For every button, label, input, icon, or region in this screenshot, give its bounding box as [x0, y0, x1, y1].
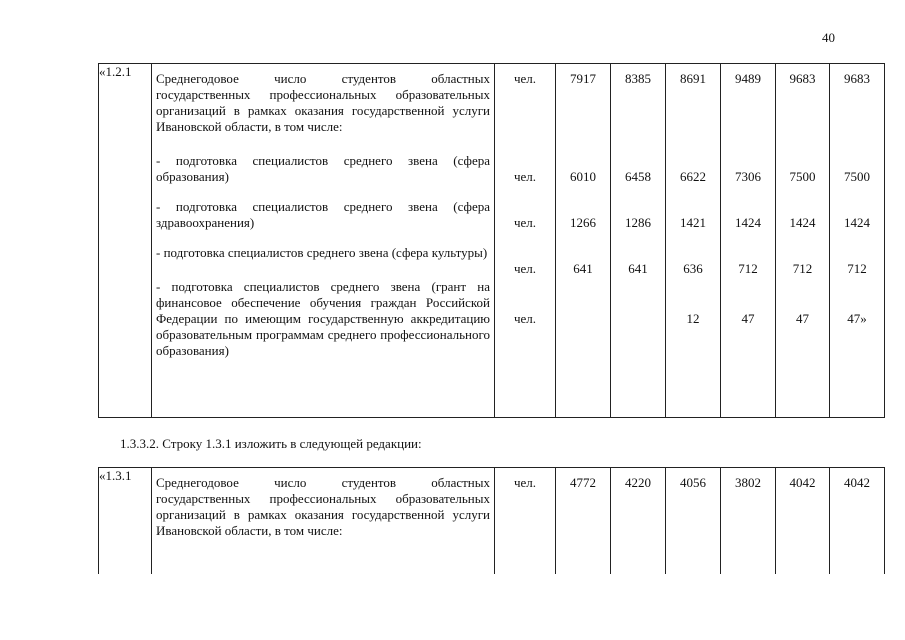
unit-column [495, 64, 556, 418]
value-health-1: 1266 [570, 215, 596, 230]
value-grant-5: 47 [796, 311, 809, 326]
value-education-3: 6622 [680, 169, 706, 184]
value-main-6: 9683 [844, 71, 870, 86]
value-main-5: 4042 [789, 475, 816, 490]
row-code: «1.3.1 [99, 468, 152, 575]
value-column-2 [611, 64, 666, 418]
value-culture-4: 712 [738, 261, 758, 276]
unit-grant: чел. [513, 311, 537, 326]
value-main-1: 4772 [570, 475, 596, 490]
value-main-3: 4056 [680, 475, 706, 490]
value-column-4 [721, 64, 776, 418]
value-culture-2: 641 [628, 261, 648, 276]
value-main-5: 9683 [789, 71, 816, 86]
value-education-5: 7500 [789, 169, 816, 184]
indicator-table-1-3-1 [98, 467, 885, 574]
unit-main: чел. [513, 475, 537, 490]
value-column-6 [830, 64, 885, 418]
value-column-2 [611, 468, 666, 575]
value-culture-6: 712 [847, 261, 867, 276]
description-sub-grant: - подготовка специалистов среднего звена (грант на финансовое обеспечение обучения граждан Российской Федерации по имеющим государственную аккредитацию образовательным программам среднего профессионального образования) [156, 279, 490, 358]
value-main-3: 8691 [680, 71, 706, 86]
value-column-5 [776, 64, 830, 418]
value-grant-4: 47 [741, 311, 755, 326]
value-health-6: 1424 [844, 215, 870, 230]
value-education-4: 7306 [735, 169, 761, 184]
value-grant-6: 47» [847, 311, 867, 326]
value-culture-5: 712 [792, 261, 813, 276]
value-main-6: 4042 [844, 475, 870, 490]
value-education-6: 7500 [844, 169, 870, 184]
value-health-3: 1421 [680, 215, 706, 230]
value-health-4: 1424 [735, 215, 761, 230]
description-column [152, 468, 495, 575]
indicator-table-1-2-1 [98, 63, 885, 418]
value-education-1: 6010 [570, 169, 596, 184]
description-sub-culture: - подготовка специалистов среднего звена (сфера культуры) [156, 245, 488, 260]
description-main: Среднегодовое число студентов областных государственных профессиональных образовательных организаций в рамках оказания государственной услуги Ивановской области, в том числе: [156, 71, 490, 134]
value-column-3 [666, 64, 721, 418]
value-column-4 [721, 468, 776, 575]
page-number: 40 [822, 30, 835, 45]
description-sub-education: - подготовка специалистов среднего звена (сфера образования) [156, 153, 490, 184]
value-health-5: 1424 [789, 215, 816, 230]
value-main-4: 3802 [735, 475, 761, 490]
value-culture-1: 641 [573, 261, 593, 276]
value-main-2: 8385 [625, 71, 651, 86]
value-column-1 [556, 468, 611, 575]
description-column [152, 64, 495, 418]
value-education-2: 6458 [625, 169, 651, 184]
description-main: Среднегодовое число студентов областных государственных профессиональных образовательных организаций в рамках оказания государственной услуги Ивановской области, в том числе: [156, 475, 490, 538]
unit-column [495, 468, 556, 575]
value-column-6 [830, 468, 885, 575]
value-column-3 [666, 468, 721, 575]
value-grant-3: 12 [686, 311, 700, 326]
unit-health: чел. [513, 215, 537, 230]
value-main-1: 7917 [570, 71, 596, 86]
unit-main: чел. [513, 71, 537, 86]
value-main-2: 4220 [625, 475, 651, 490]
amendment-instruction: 1.3.3.2. Строку 1.3.1 изложить в следующей редакции: [120, 436, 422, 451]
value-culture-3: 636 [683, 261, 703, 276]
value-column-1 [556, 64, 611, 418]
value-column-5 [776, 468, 830, 575]
description-sub-health: - подготовка специалистов среднего звена (сфера здравоохранения) [156, 199, 490, 230]
value-main-4: 9489 [735, 71, 761, 86]
row-code: «1.2.1 [99, 64, 152, 418]
unit-culture: чел. [513, 261, 537, 276]
value-health-2: 1286 [625, 215, 651, 230]
unit-education: чел. [513, 169, 537, 184]
